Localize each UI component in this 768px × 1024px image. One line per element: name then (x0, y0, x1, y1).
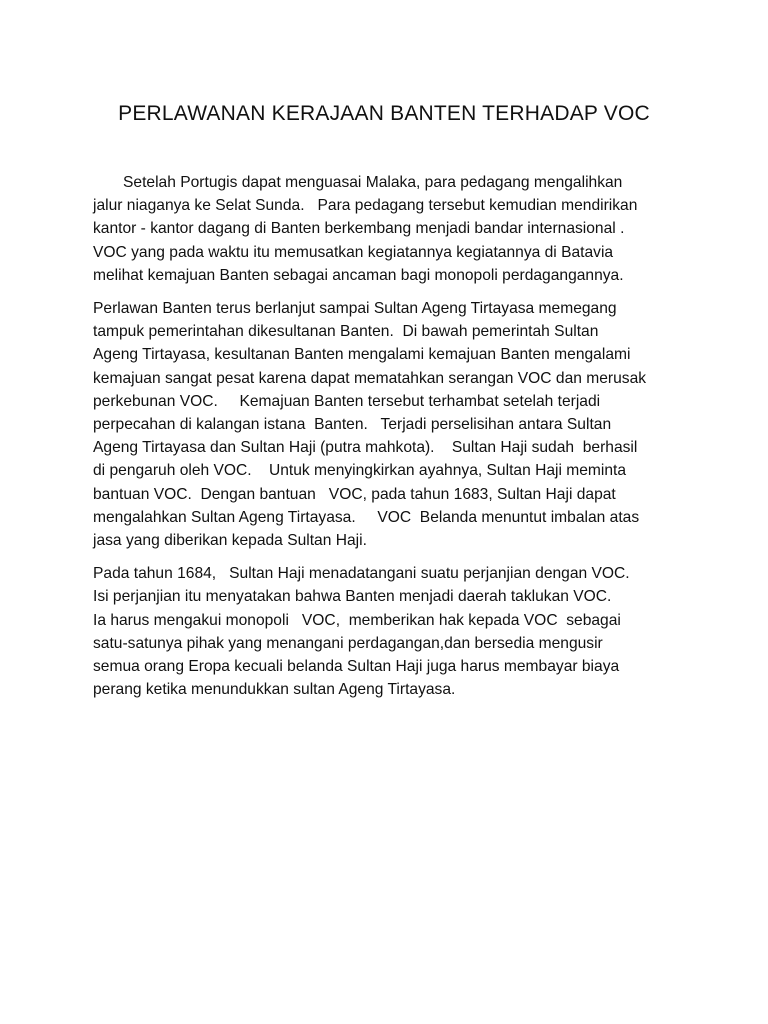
text-line: semua orang Eropa kecuali belanda Sultan Haji juga harus membayar biaya (93, 658, 620, 676)
paragraph-3 (93, 562, 683, 701)
text-line: jalur niaganya ke Selat Sunda. Para pedagang tersebut kemudian mendirikan (93, 197, 638, 215)
text-line: Ia harus mengakui monopoli VOC, memberikan hak kepada VOC sebagai (93, 611, 621, 629)
text-line: tampuk pemerintahan dikesultanan Banten. Di bawah pemerintah Sultan (93, 323, 599, 341)
text-line: jasa yang diberikan kepada Sultan Haji. (93, 532, 367, 550)
text-line: kantor - kantor dagang di Banten berkembang menjadi bandar internasional . (93, 220, 625, 238)
text-line: satu-satunya pihak yang menangani perdagangan,dan bersedia mengusir (93, 634, 603, 652)
text-line: kemajuan sangat pesat karena dapat mematahkan serangan VOC dan merusak (93, 369, 647, 387)
text-line: Perlawan Banten terus berlanjut sampai Sultan Ageng Tirtayasa memegang (93, 300, 617, 318)
document-body (93, 171, 683, 711)
text-line: perang ketika menundukkan sultan Ageng Tirtayasa. (93, 681, 456, 699)
text-line: Pada tahun 1684, Sultan Haji menadatangani suatu perjanjian dengan VOC. (93, 565, 630, 583)
text-line: perpecahan di kalangan istana Banten. Terjadi perselisihan antara Sultan (93, 416, 612, 434)
text-line: Ageng Tirtayasa dan Sultan Haji (putra mahkota). Sultan Haji sudah berhasil (93, 439, 638, 457)
text-line: di pengaruh oleh VOC. Untuk menyingkirkan ayahnya, Sultan Haji meminta (93, 462, 627, 480)
text-line: bantuan VOC. Dengan bantuan VOC, pada tahun 1683, Sultan Haji dapat (93, 485, 616, 503)
paragraph-1 (93, 171, 683, 287)
paragraph-2 (93, 297, 683, 552)
text-line: mengalahkan Sultan Ageng Tirtayasa. VOC Belanda menuntut imbalan atas (93, 508, 640, 526)
text-line: Ageng Tirtayasa, kesultanan Banten mengalami kemajuan Banten mengalami (93, 346, 631, 364)
text-line: melihat kemajuan Banten sebagai ancaman bagi monopoli perdagangannya. (93, 266, 624, 284)
text-line: Setelah Portugis dapat menguasai Malaka, para pedagang mengalihkan (123, 174, 623, 191)
text-line: perkebunan VOC. Kemajuan Banten tersebut terhambat setelah terjadi (93, 392, 601, 410)
document-title: PERLAWANAN KERAJAAN BANTEN TERHADAP VOC (118, 102, 650, 125)
text-line: Isi perjanjian itu menyatakan bahwa Banten menjadi daerah taklukan VOC. (93, 588, 612, 606)
text-line: VOC yang pada waktu itu memusatkan kegiatannya kegiatannya di Batavia (93, 243, 614, 261)
